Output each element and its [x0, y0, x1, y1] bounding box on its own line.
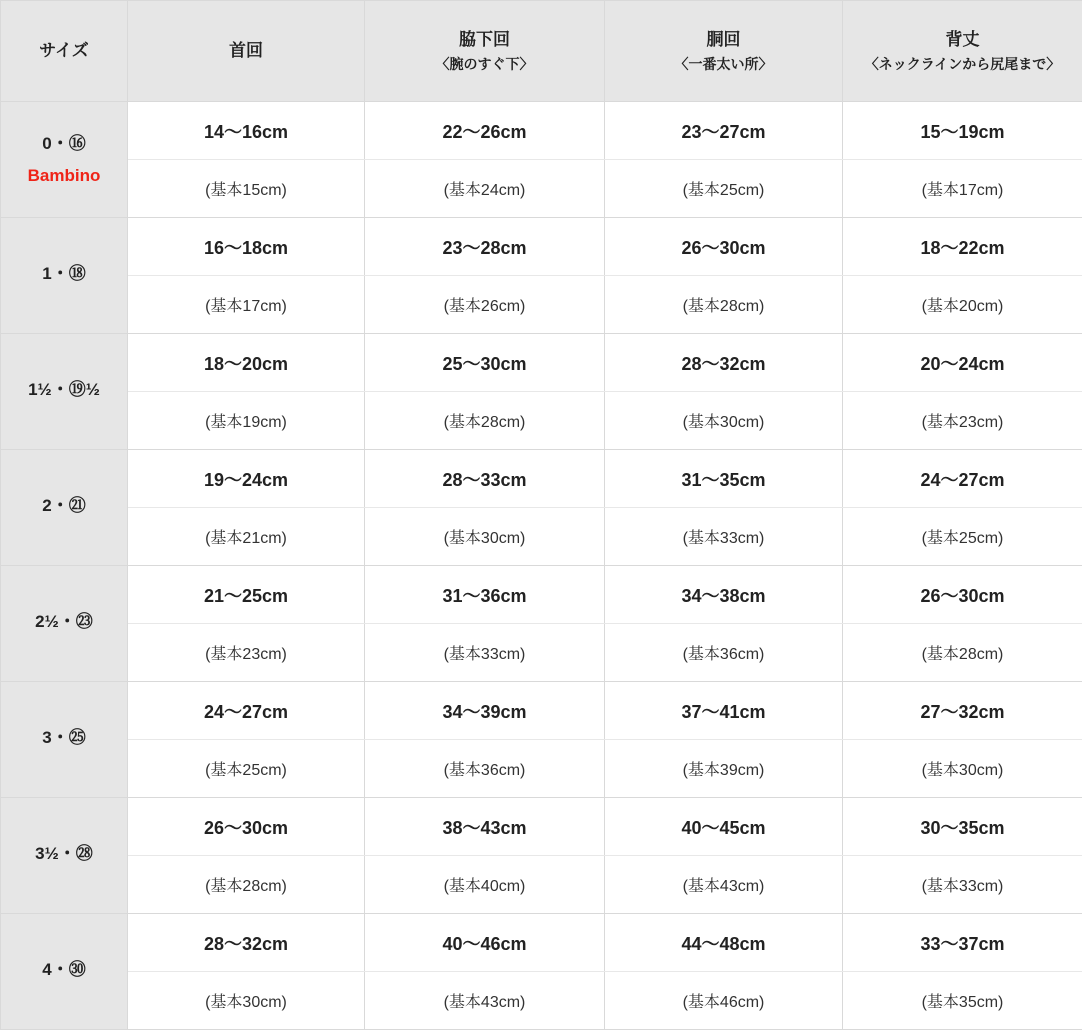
length-base-value: (基本30cm) [843, 740, 1082, 798]
length-range-value: 18〜22cm [843, 218, 1082, 276]
chest-range-value: 23〜28cm [365, 218, 605, 276]
length-range-value: 33〜37cm [843, 914, 1082, 972]
length-base-value: (基本33cm) [843, 856, 1082, 914]
table-row-base [1, 624, 1082, 682]
column-header-length-label: 背丈 [946, 30, 980, 49]
waist-base-value: (基本39cm) [605, 740, 843, 798]
length-range-value: 30〜35cm [843, 798, 1082, 856]
table-row [1, 798, 1082, 856]
column-header-length [843, 1, 1082, 102]
length-base-value: (基本25cm) [843, 508, 1082, 566]
chest-range-value: 25〜30cm [365, 334, 605, 392]
table-row [1, 566, 1082, 624]
column-header-chest [365, 1, 605, 102]
neck-range-value: 21〜25cm [128, 566, 365, 624]
table-header-row [1, 1, 1082, 102]
waist-base-value: (基本28cm) [605, 276, 843, 334]
chest-base-value: (基本36cm) [365, 740, 605, 798]
waist-range-value: 28〜32cm [605, 334, 843, 392]
length-base-value: (基本35cm) [843, 972, 1082, 1030]
length-range-value: 15〜19cm [843, 102, 1082, 160]
size-cell [1, 682, 128, 798]
column-header-waist-label: 胴回 [707, 30, 741, 49]
chest-range-value: 38〜43cm [365, 798, 605, 856]
chest-base-value: (基本43cm) [365, 972, 605, 1030]
column-header-neck-label: 首回 [229, 41, 263, 60]
column-header-length-sublabel: 〈ネックラインから尻尾まで〉 [843, 54, 1082, 74]
neck-range-value: 18〜20cm [128, 334, 365, 392]
column-header-neck [128, 1, 365, 102]
waist-base-value: (基本30cm) [605, 392, 843, 450]
length-base-value: (基本23cm) [843, 392, 1082, 450]
table-row [1, 218, 1082, 276]
chest-base-value: (基本33cm) [365, 624, 605, 682]
chest-range-value: 31〜36cm [365, 566, 605, 624]
waist-base-value: (基本46cm) [605, 972, 843, 1030]
table-row [1, 102, 1082, 160]
neck-range-value: 14〜16cm [128, 102, 365, 160]
chest-range-value: 40〜46cm [365, 914, 605, 972]
table-body [1, 102, 1082, 1030]
table-row-base [1, 276, 1082, 334]
table-row [1, 682, 1082, 740]
length-range-value: 27〜32cm [843, 682, 1082, 740]
chest-range-value: 34〜39cm [365, 682, 605, 740]
table-row-base [1, 160, 1082, 218]
table-row-base [1, 856, 1082, 914]
neck-base-value: (基本30cm) [128, 972, 365, 1030]
waist-range-value: 31〜35cm [605, 450, 843, 508]
chest-range-value: 22〜26cm [365, 102, 605, 160]
waist-range-value: 44〜48cm [605, 914, 843, 972]
table-row-base [1, 508, 1082, 566]
neck-base-value: (基本17cm) [128, 276, 365, 334]
table-row [1, 450, 1082, 508]
table-row-base [1, 972, 1082, 1030]
size-cell [1, 566, 128, 682]
chest-base-value: (基本26cm) [365, 276, 605, 334]
length-base-value: (基本28cm) [843, 624, 1082, 682]
neck-range-value: 28〜32cm [128, 914, 365, 972]
size-label: 2・㉑ [42, 496, 85, 515]
chest-base-value: (基本24cm) [365, 160, 605, 218]
neck-range-value: 26〜30cm [128, 798, 365, 856]
waist-range-value: 40〜45cm [605, 798, 843, 856]
neck-base-value: (基本25cm) [128, 740, 365, 798]
neck-base-value: (基本28cm) [128, 856, 365, 914]
table-row-base [1, 392, 1082, 450]
neck-base-value: (基本15cm) [128, 160, 365, 218]
size-label: 3・㉕ [42, 728, 85, 747]
waist-base-value: (基本43cm) [605, 856, 843, 914]
waist-range-value: 26〜30cm [605, 218, 843, 276]
waist-base-value: (基本25cm) [605, 160, 843, 218]
size-note-label: Bambino [1, 162, 127, 189]
column-header-chest-label: 脇下回 [459, 30, 510, 49]
column-header-waist [605, 1, 843, 102]
waist-range-value: 37〜41cm [605, 682, 843, 740]
chest-base-value: (基本30cm) [365, 508, 605, 566]
length-range-value: 26〜30cm [843, 566, 1082, 624]
table-header [1, 1, 1082, 102]
length-range-value: 20〜24cm [843, 334, 1082, 392]
size-cell [1, 218, 128, 334]
chest-range-value: 28〜33cm [365, 450, 605, 508]
neck-base-value: (基本19cm) [128, 392, 365, 450]
neck-range-value: 16〜18cm [128, 218, 365, 276]
chest-base-value: (基本40cm) [365, 856, 605, 914]
column-header-size-label: サイズ [39, 41, 89, 60]
size-cell [1, 450, 128, 566]
column-header-waist-sublabel: 〈一番太い所〉 [605, 54, 842, 74]
waist-range-value: 23〜27cm [605, 102, 843, 160]
length-base-value: (基本20cm) [843, 276, 1082, 334]
waist-base-value: (基本36cm) [605, 624, 843, 682]
waist-range-value: 34〜38cm [605, 566, 843, 624]
table-row [1, 334, 1082, 392]
size-label: 4・㉚ [42, 960, 85, 979]
length-range-value: 24〜27cm [843, 450, 1082, 508]
table-row [1, 914, 1082, 972]
size-label: 1・⑱ [42, 264, 85, 283]
size-label: 0・⑯ [42, 134, 85, 153]
size-cell [1, 334, 128, 450]
size-label: 2½・㉓ [35, 612, 93, 631]
neck-base-value: (基本23cm) [128, 624, 365, 682]
size-label: 1½・⑲½ [28, 380, 100, 399]
length-base-value: (基本17cm) [843, 160, 1082, 218]
chest-base-value: (基本28cm) [365, 392, 605, 450]
column-header-chest-sublabel: 〈腕のすぐ下〉 [365, 54, 604, 74]
table-row-base [1, 740, 1082, 798]
neck-range-value: 24〜27cm [128, 682, 365, 740]
column-header-size [1, 1, 128, 102]
size-cell [1, 914, 128, 1030]
waist-base-value: (基本33cm) [605, 508, 843, 566]
neck-base-value: (基本21cm) [128, 508, 365, 566]
neck-range-value: 19〜24cm [128, 450, 365, 508]
size-cell [1, 102, 128, 218]
size-label: 3½・㉘ [35, 844, 93, 863]
size-cell [1, 798, 128, 914]
